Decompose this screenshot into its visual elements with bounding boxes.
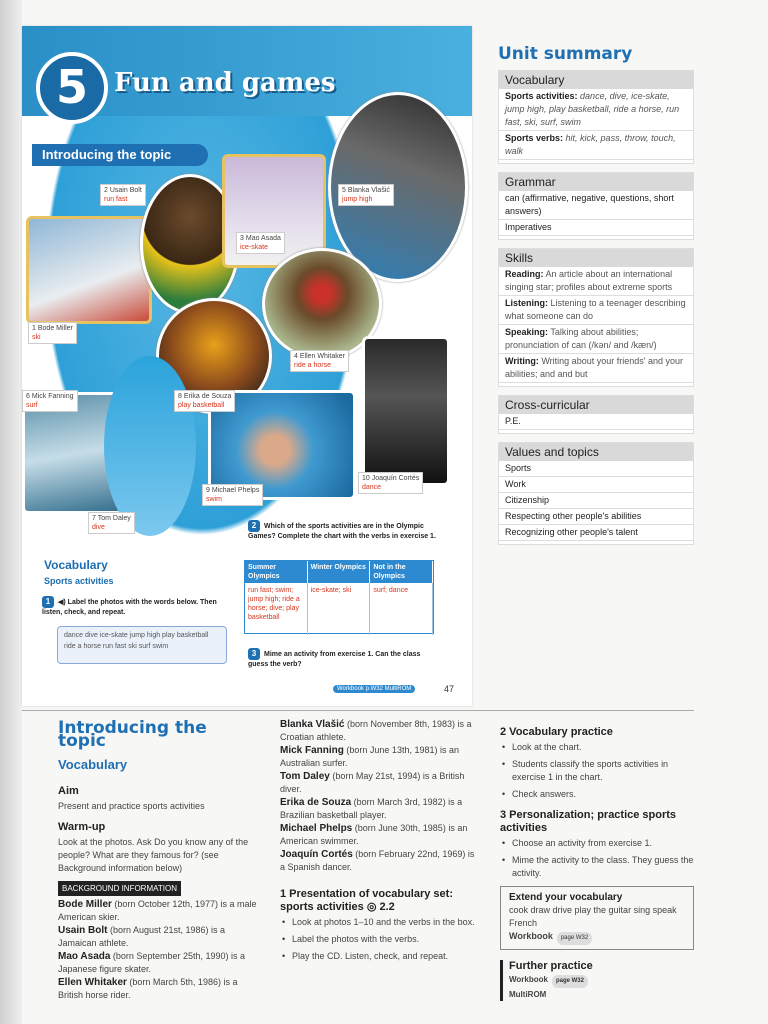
summary-grammar-line-1: can (affirmative, negative, questions, short answers) xyxy=(499,191,693,220)
photo-label-8: 8 Erika de Souza play basketball xyxy=(174,390,235,412)
summary-value-item: Recognizing other people's talent xyxy=(499,525,693,541)
exercise-1: 1 ◀) Label the photos with the words below. Then listen, check, and repeat. xyxy=(42,597,217,616)
summary-skill-listening: Listening: Listening to a teenager describing what someone can do xyxy=(499,296,693,325)
practice-list xyxy=(500,741,694,801)
cd-icon: ◎ xyxy=(366,901,377,913)
aim-heading: Aim xyxy=(58,785,79,797)
unit-number: 5 xyxy=(36,52,108,124)
vocabulary-subheading: Sports activities xyxy=(44,576,114,586)
summary-cross-title: Cross-curricular xyxy=(499,396,693,414)
further-practice xyxy=(500,960,694,1001)
bio-item: Bode Miller (born October 12th, 1977) is a male American skier. xyxy=(58,899,257,922)
chart-cell-summer: run fast; swim; jump high; ride a horse; dive; play basketball xyxy=(245,583,308,635)
summary-values-title: Values and topics xyxy=(499,443,693,461)
photo-label-3: 3 Mao Asada ice-skate xyxy=(236,232,285,254)
photo-label-9: 9 Michael Phelps swim xyxy=(202,484,263,506)
list-item: • Play the CD. Listen, check, and repeat. xyxy=(280,950,476,963)
chart-cell-winter: ice-skate; ski xyxy=(308,583,371,635)
summary-skill-speaking: Speaking: Talking about abilities; pronunciation of can (/kən/ and /kæn/) xyxy=(499,325,693,354)
exercise-3: 3 Mime an activity from exercise 1. Can the class guess the verb? xyxy=(248,649,421,668)
vocabulary-heading: Vocabulary xyxy=(44,558,108,572)
summary-value-item: Work xyxy=(499,477,693,493)
list-item: • Choose an activity from exercise 1. xyxy=(500,837,694,850)
chart-header-summer: Summer Olympics xyxy=(245,561,308,583)
section-divider xyxy=(22,710,694,711)
summary-skills xyxy=(498,248,694,387)
personalization-list xyxy=(500,837,694,880)
extend-words: cook draw drive play the guitar sing speak French xyxy=(509,905,677,928)
list-item: • Mime the activity to the class. They guess the activity. xyxy=(500,854,694,880)
photo-label-6: 6 Mick Fanning surf xyxy=(22,390,78,412)
teacher-notes-col-2 xyxy=(280,718,476,967)
chart-header-not-olympic: Not in the Olympics xyxy=(370,561,433,583)
word-box: dance dive ice-skate jump high play basketball ride a horse run fast ski surf swim xyxy=(57,626,227,664)
bio-item: Mao Asada (born September 25th, 1990) is a Japanese figure skater. xyxy=(58,951,245,974)
summary-cross-curricular xyxy=(498,395,694,434)
list-item: • Students classify the sports activities in exercise 1 in the chart. xyxy=(500,758,694,784)
bio-item: Mick Fanning (born June 13th, 1981) is an Australian surfer. xyxy=(280,745,459,768)
presentation-heading: 1 Presentation of vocabulary set: sports activities ◎ 2.2 xyxy=(280,888,453,913)
summary-skills-title: Skills xyxy=(499,249,693,267)
bio-item: Erika de Souza (born March 3rd, 1982) is a Brazilian basketball player. xyxy=(280,797,463,820)
photo-1-skier xyxy=(26,216,152,324)
photo-label-1: 1 Bode Miller ski xyxy=(28,322,77,344)
exercise-2: 2 Which of the sports activities are in the Olympic Games? Complete the chart with the verbs in exercise 1. xyxy=(248,521,436,540)
photo-label-2: 2 Usain Bolt run fast xyxy=(100,184,146,206)
unit-summary xyxy=(498,44,694,553)
summary-value-item: Respecting other people's abilities xyxy=(499,509,693,525)
list-item: • Look at photos 1–10 and the verbs in the box. xyxy=(280,916,476,929)
chart-cell-not-olympic: surf; dance xyxy=(370,583,433,635)
summary-vocabulary xyxy=(498,70,694,164)
background-info-label: BACKGROUND INFORMATION xyxy=(58,881,181,896)
summary-grammar xyxy=(498,172,694,240)
book-spine-shadow xyxy=(0,0,22,1024)
bio-item: Tom Daley (born May 21st, 1994) is a British diver. xyxy=(280,771,465,794)
bio-item: Usain Bolt (born August 21st, 1986) is a Jamaican athlete. xyxy=(58,925,226,948)
workbook-tag: Workbook p.W32 MultiROM xyxy=(333,685,415,693)
photo-label-7: 7 Tom Daley dive xyxy=(88,512,135,534)
teacher-notes-col-1 xyxy=(58,718,258,1002)
photo-10-dancer xyxy=(362,336,450,486)
chart-header-row xyxy=(245,561,433,583)
unit-summary-title: Unit summary xyxy=(498,44,633,64)
presentation-list xyxy=(280,916,476,963)
photo-label-10: 10 Joaquín Cortés dance xyxy=(358,472,423,494)
audio-icon[interactable]: ◀) xyxy=(58,599,66,606)
further-workbook: Workbook page W32 xyxy=(509,973,694,988)
olympics-chart xyxy=(244,560,434,634)
page-number: 47 xyxy=(444,684,455,694)
intro-topic-banner: Introducing the topic xyxy=(32,144,208,166)
list-item: • Check answers. xyxy=(500,788,694,801)
list-item: • Look at the chart. xyxy=(500,741,694,754)
student-book-page xyxy=(22,26,472,706)
photo-label-5: 5 Blanka Vlašić jump high xyxy=(338,184,394,206)
exercise-1-number: 1 xyxy=(42,596,54,608)
summary-skill-reading: Reading: An article about an international singing star; profiles about extreme sports xyxy=(499,267,693,296)
teacher-notes-col-3 xyxy=(500,718,694,1001)
unit-title: Fun and games xyxy=(114,68,336,98)
chart-body-row xyxy=(245,583,433,635)
warmup-heading: Warm-up xyxy=(58,821,106,833)
bio-item: Ellen Whitaker (born March 5th, 1986) is a British horse rider. xyxy=(58,977,238,1000)
summary-grammar-line-2: Imperatives xyxy=(499,220,693,236)
bio-item: Blanka Vlašić (born November 8th, 1983) is a Croatian athlete. xyxy=(280,719,472,742)
summary-cross-line: P.E. xyxy=(499,414,693,430)
bio-item: Joaquín Cortés (born February 22nd, 1969) is a Spanish dancer. xyxy=(280,849,475,872)
teacher-heading: Introducing the topic xyxy=(58,718,207,751)
warmup-text: Look at the photos. Ask Do you know any of the people? What are they famous for? (see Background information below) xyxy=(58,837,249,873)
chart-header-winter: Winter Olympics xyxy=(308,561,371,583)
photo-label-4: 4 Ellen Whitaker ride a horse xyxy=(290,350,349,372)
summary-grammar-title: Grammar xyxy=(499,173,693,191)
extend-title: Extend your vocabulary xyxy=(509,892,623,903)
personalization-heading: 3 Personalization; practice sports activities xyxy=(500,809,677,834)
summary-values xyxy=(498,442,694,545)
aim-text: Present and practice sports activities xyxy=(58,801,205,811)
summary-vocabulary-title: Vocabulary xyxy=(499,71,693,89)
extend-workbook: Workbook page W32 xyxy=(509,930,685,945)
summary-vocab-line-2: Sports verbs: hit, kick, pass, throw, touch, walk xyxy=(499,131,693,160)
bio-item: Michael Phelps (born June 30th, 1985) is an American swimmer. xyxy=(280,823,468,846)
summary-value-item: Sports xyxy=(499,461,693,477)
list-item: • Label the photos with the verbs. xyxy=(280,933,476,946)
summary-skill-writing: Writing: Writing about your friends' and your abilities; and and but xyxy=(499,354,693,383)
teacher-subheading: Vocabulary xyxy=(58,757,128,772)
further-title: Further practice xyxy=(509,960,593,972)
photo-7-diver xyxy=(104,356,196,536)
further-multirom: MultiROM xyxy=(509,990,547,999)
practice-heading: 2 Vocabulary practice xyxy=(500,726,613,738)
summary-vocab-line-1: Sports activities: dance, dive, ice-skate, jump high, play basketball, ride a horse, run fast, ski, surf, swim xyxy=(499,89,693,131)
extend-vocabulary-box xyxy=(500,886,694,950)
summary-value-item: Citizenship xyxy=(499,493,693,509)
